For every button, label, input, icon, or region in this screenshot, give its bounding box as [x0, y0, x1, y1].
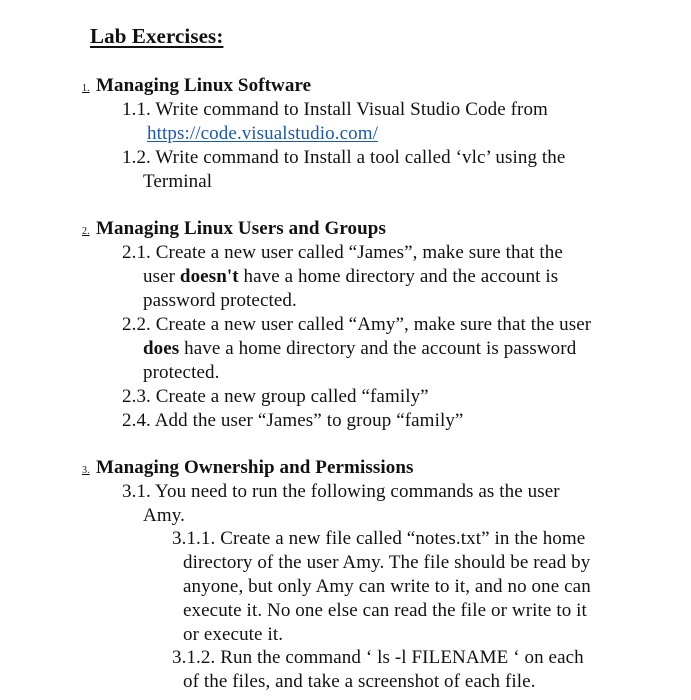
- item-2-2-emphasis: does: [143, 338, 180, 359]
- item-2-1-emphasis: doesn't: [179, 266, 239, 287]
- item-3-1-1-line-3: anyone, but only Amy can write to it, and no one can: [183, 576, 591, 597]
- section-2-title: Managing Linux Users and Groups: [96, 218, 386, 239]
- item-2-2-post: have a home directory and the account is password: [179, 338, 577, 359]
- item-3-1-2-line-2: of the files, and take a screenshot of each file.: [183, 671, 536, 692]
- page-title: Lab Exercises:: [90, 24, 224, 48]
- item-1-2-text-cont: Terminal: [143, 171, 213, 192]
- item-3-1-1-text: 3.1.1. Create a new file called “notes.txt” in the home: [172, 528, 586, 549]
- section-3-heading: [82, 456, 413, 483]
- item-2-3-text: 2.3. Create a new group called “family”: [122, 386, 429, 407]
- section-1-heading: [82, 74, 311, 101]
- item-2-1-pre: user: [143, 266, 180, 287]
- item-2-2-text-end: protected.: [143, 362, 220, 383]
- item-1-2-text: 1.2. Write command to Install a tool called ‘vlc’ using the: [122, 147, 566, 168]
- item-3-1-text-cont: Amy.: [143, 505, 185, 526]
- item-3-1-1-line-5: or execute it.: [183, 624, 284, 645]
- item-3-1-1-line-4: execute it. No one else can read the file or write to it: [183, 600, 587, 621]
- section-2-heading: [82, 217, 386, 244]
- item-3-1-1-line-2: directory of the user Amy. The file should be read by: [183, 552, 591, 573]
- visual-studio-code-link-text[interactable]: https://code.visualstudio.com/: [147, 123, 378, 144]
- section-1-title: Managing Linux Software: [96, 75, 312, 96]
- section-3-title: Managing Ownership and Permissions: [96, 457, 414, 478]
- item-2-1-text-cont: [143, 265, 558, 289]
- item-3-1-text: 3.1. You need to run the following commands as the user: [122, 481, 560, 502]
- item-2-1-text-end: password protected.: [143, 290, 297, 311]
- section-1-number: 1.: [82, 83, 90, 94]
- item-2-2-text-cont: [143, 337, 576, 361]
- item-2-2-text: 2.2. Create a new user called “Amy”, make sure that the user: [122, 314, 592, 335]
- item-3-1-2-text: 3.1.2. Run the command ‘ ls -l FILENAME ‘ on each: [172, 647, 584, 668]
- item-2-1-text: 2.1. Create a new user called “James”, make sure that the: [122, 242, 563, 263]
- section-3-number: 3.: [82, 465, 90, 476]
- item-2-4-text: 2.4. Add the user “James” to group “family”: [122, 410, 464, 431]
- section-2-number: 2.: [82, 226, 90, 237]
- item-1-1-text: 1.1. Write command to Install Visual Studio Code from: [122, 99, 548, 120]
- visual-studio-code-link[interactable]: [147, 122, 378, 146]
- item-2-1-post: have a home directory and the account is: [238, 266, 559, 287]
